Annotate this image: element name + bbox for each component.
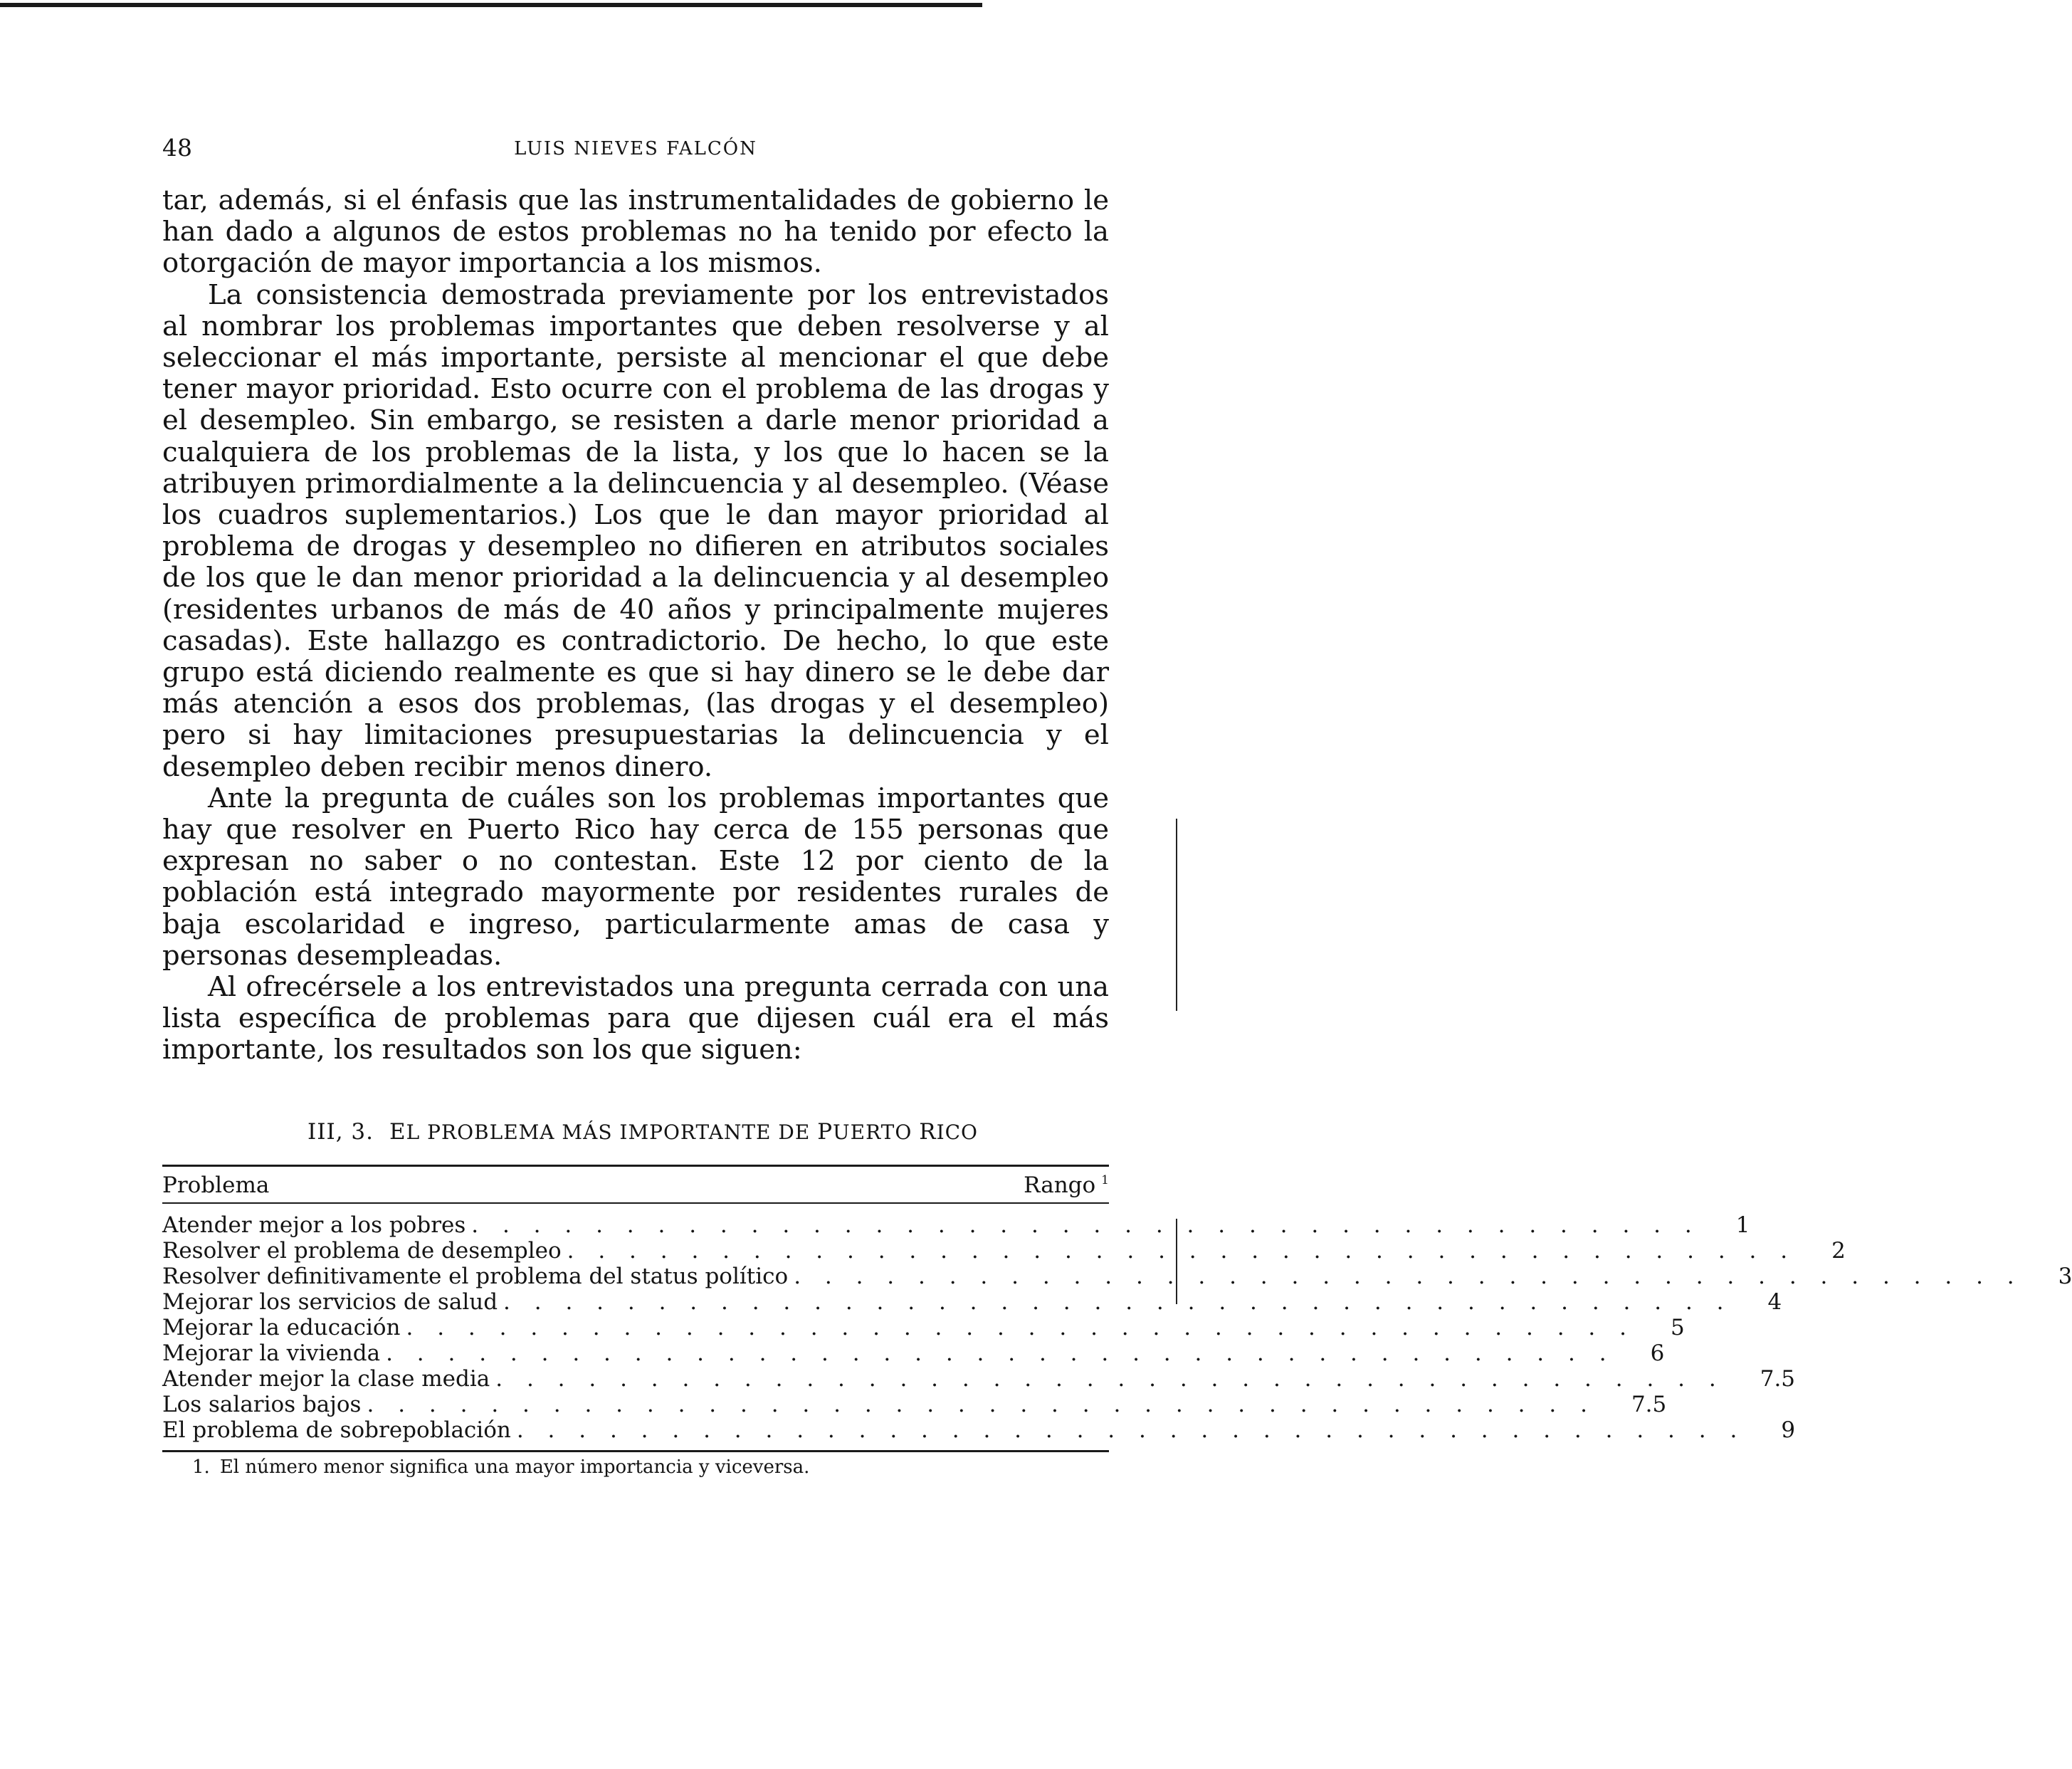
top-rule	[0, 3, 982, 7]
paragraph: La consistencia demostrada previamente por los entrevistados al nombrar los problemas importantes que deben resolverse y al seleccionar el más importante, persiste al mencionar el que debe tener mayor prioridad. Esto ocurre con el problema de las drogas y el desempleo. Sin embargo, se resisten a darle menor prioridad a cualquiera de los problemas de la lista, y los que lo hacen se la atribuyen primordialmente a la delincuencia y al desempleo. (Véase los cuadros suplementarios.) Los que le dan mayor prioridad al problema de drogas y desempleo no difieren en atributos sociales de los que le dan menor prioridad a la delincuencia y al desempleo (residentes urbanos de más de 40 años y principalmente mujeres casadas). Este hallazgo es contradictorio. De hecho, lo que este grupo está diciendo realmente es que si hay dinero se le debe dar más atención a esos dos problemas, (las drogas y el desempleo) pero si hay limitaciones presupuestarias la delincuencia y el desempleo deben recibir menos dinero.	[162, 278, 1109, 783]
column-header-problem: Problema	[162, 1172, 270, 1198]
dot-leader: . . . . . . . . . . . . . . . . . . . . . . . . . . . . . . . . . . . . . . . .	[567, 1237, 1797, 1264]
page	[162, 128, 2072, 1478]
problem-label: Mejorar la educación	[162, 1314, 401, 1340]
dot-leader: . . . . . . . . . . . . . . . . . . . . . . . . . . . . . . . . . . . . . . . .	[471, 1212, 1700, 1238]
table-header	[162, 1167, 1109, 1204]
body-text	[162, 185, 1109, 1066]
footnote	[162, 1456, 1109, 1478]
ranking-table	[162, 1165, 2072, 1452]
footnote-text: El número menor significa una mayor importancia y viceversa.	[219, 1456, 810, 1478]
caption-text: L PROBLEMA MÁS IMPORTANTE DE	[406, 1120, 818, 1144]
problem-label: Los salarios bajos	[162, 1391, 362, 1417]
table-row	[162, 1340, 1665, 1366]
table-row	[162, 1237, 1846, 1264]
rank-value: 2	[1831, 1237, 1846, 1264]
caption-text: UERTO	[833, 1120, 920, 1144]
problem-label: Resolver definitivamente el problema del status político	[162, 1263, 789, 1289]
dot-leader: . . . . . . . . . . . . . . . . . . . . . . . . . . . . . . . . . . . . . . . .	[406, 1314, 1635, 1340]
rank-value: 4	[1767, 1288, 1782, 1315]
paragraph: Ante la pregunta de cuáles son los problemas importantes que hay que resolver en Puerto Rico hay cerca de 155 personas que expresan no saber o no contestan. Este 12 por ciento de la población está integrado mayormente por residentes rurales de baja escolaridad e ingreso, particularmente amas de casa y personas desempleadas.	[162, 782, 1109, 972]
table-caption	[162, 1119, 1109, 1145]
table-row	[162, 1263, 2072, 1289]
problem-label: Atender mejor a los pobres	[162, 1212, 466, 1238]
paragraph: tar, además, si el énfasis que las instrumentalidades de gobierno le han dado a algunos de estos problemas no ha tenido por efecto la otorgación de mayor importancia a los mismos.	[162, 184, 1109, 280]
problem-label: Atender mejor la clase media	[162, 1365, 490, 1392]
table-row	[162, 1365, 1796, 1392]
running-head	[162, 128, 1109, 171]
caption-text: ICO	[936, 1120, 979, 1144]
dot-leader: . . . . . . . . . . . . . . . . . . . . . . . . . . . . . . . . . . . . . . . .	[367, 1391, 1596, 1417]
rank-value: 3	[2058, 1263, 2072, 1289]
table-row	[162, 1417, 1796, 1443]
dot-leader: . . . . . . . . . . . . . . . . . . . . . . . . . . . . . . . . . . . . . . . .	[794, 1263, 2023, 1289]
running-title: LUIS NIEVES FALCÓN	[514, 138, 757, 159]
table-row	[162, 1391, 1667, 1417]
table-row	[162, 1288, 1782, 1315]
problem-label: Resolver el problema de desempleo	[162, 1237, 562, 1264]
caption-initial: P	[817, 1118, 833, 1145]
rank-value: 6	[1650, 1340, 1665, 1366]
rank-value: 1	[1735, 1212, 1750, 1238]
rank-value: 7.5	[1760, 1365, 1796, 1392]
rank-header-label: Rango	[1024, 1172, 1096, 1198]
footnote-marker: 1	[1101, 1172, 1109, 1187]
column-header-rank	[1024, 1172, 1109, 1198]
table-number: III, 3.	[307, 1118, 374, 1145]
caption-initial: R	[919, 1118, 937, 1145]
rank-value: 5	[1670, 1314, 1685, 1340]
footnote-number: 1.	[192, 1456, 210, 1478]
page-number: 48	[162, 134, 192, 162]
dot-leader: . . . . . . . . . . . . . . . . . . . . . . . . . . . . . . . . . . . . . . . .	[503, 1288, 1732, 1315]
paragraph: Al ofrecérsele a los entrevistados una pregunta cerrada con una lista específica de problemas para que dijesen cuál era el más importante, los resultados son los que siguen:	[162, 971, 1109, 1066]
problem-label: El problema de sobrepoblación	[162, 1417, 511, 1443]
rank-value: 9	[1781, 1417, 1796, 1443]
rank-value: 7.5	[1631, 1391, 1667, 1417]
margin-mark	[1176, 819, 1177, 1011]
caption-initial: E	[389, 1118, 406, 1145]
problem-label: Mejorar los servicios de salud	[162, 1288, 498, 1315]
table-body	[162, 1204, 2072, 1450]
dot-leader: . . . . . . . . . . . . . . . . . . . . . . . . . . . . . . . . . . . . . . . .	[495, 1365, 1725, 1392]
table-row	[162, 1212, 1750, 1238]
dot-leader: . . . . . . . . . . . . . . . . . . . . . . . . . . . . . . . . . . . . . . . .	[516, 1417, 1746, 1443]
dot-leader: . . . . . . . . . . . . . . . . . . . . . . . . . . . . . . . . . . . . . . . .	[386, 1340, 1615, 1366]
table-row	[162, 1314, 1685, 1340]
problem-label: Mejorar la vivienda	[162, 1340, 381, 1366]
